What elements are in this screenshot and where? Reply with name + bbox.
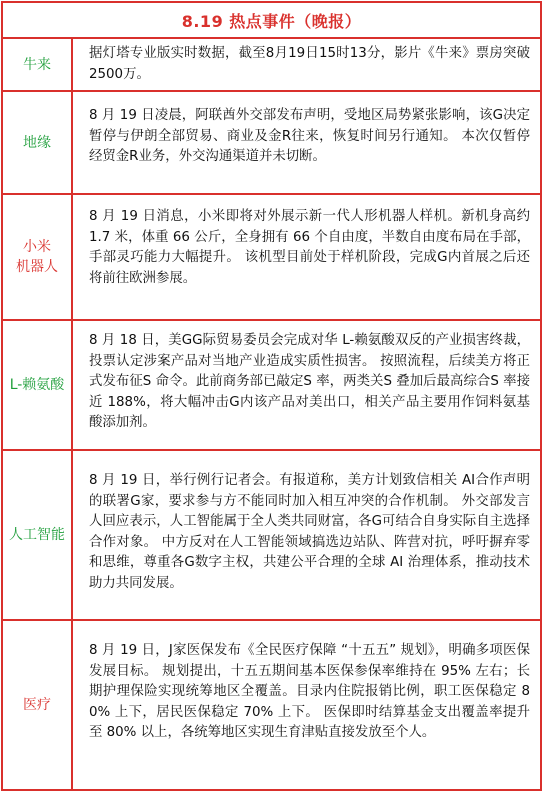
- event-row-xiaomi-robot: [3, 195, 540, 321]
- event-label-niulai: 牛来: [3, 39, 73, 90]
- event-label-ai: 人工智能: [3, 451, 73, 619]
- event-label-xiaomi-robot: 小米 机器人: [3, 195, 73, 319]
- event-row-medical: [3, 621, 540, 789]
- event-text-niulai: 据灯塔专业版实时数据，截至8月19日15时13分，影片《牛来》票房突破2500万。: [89, 46, 530, 82]
- event-row-ai: [3, 451, 540, 621]
- event-row-niulai: [3, 39, 540, 92]
- event-text-geopolitics: 8 月 19 日凌晨，阿联酋外交部发布声明，受地区局势紧张影响，该G决定暂停与伊朗全部贸易、商业及金R往来，恢复时间另行通知。 本次仅暂停经贸金R业务，外交沟通渠道并未切断。: [89, 108, 530, 164]
- event-text-lysine: 8 月 18 日，美GG际贸易委员会完成对华 L-赖氨酸双反的产业损害终裁，投票认定涉案产品对当地产业造成实质性损害。 按照流程，后续美方将正式发布征S 命令。此前商务部已敲定S 率，两类关S 叠加后最高综合S 率接近 188%，将大幅冲击G内该产品对美出口，相关产品主要用作饲料氨基酸添加剂。: [89, 333, 530, 430]
- event-label-geopolitics: 地缘: [3, 92, 73, 193]
- event-row-geopolitics: [3, 92, 540, 195]
- event-row-lysine: [3, 321, 540, 451]
- page-title: 8.19 热点事件（晚报）: [3, 3, 540, 39]
- event-text-ai: 8 月 19 日，举行例行记者会。有报道称，美方计划致信相关 AI合作声明的联署G家，要求参与方不能同时加入相互冲突的合作机制。 外交部发言人回应表示，人工智能属于全人类共同财富，各G可结合自身实际自主选择合作对象。 中方反对在人工智能领域搞选边站队、阵营对抗，呼吁摒弃零和思维，尊重各G数字主权，共建公平合理的全球 AI 治理体系，推动技术助力共同发展。: [89, 473, 530, 591]
- event-label-lysine: L-赖氨酸: [3, 321, 73, 449]
- hot-events-sheet: [1, 1, 542, 791]
- event-text-medical: 8 月 19 日，J家医保发布《全民医疗保障 “十五五” 规划》，明确多项医保发展目标。 规划提出，十五五期间基本医保参保率维持在 95% 左右；长期护理保险实现统筹地区全覆盖。目录内住院报销比例，职工医保稳定 80% 上下，居民医保稳定 70% 上下。 医保即时结算基金支出覆盖率提升至 80% 以上，各统筹地区实现生育津贴直接发放至个人。: [89, 643, 530, 740]
- event-label-medical: 医疗: [3, 621, 73, 789]
- event-text-xiaomi-robot: 8 月 19 日消息，小米即将对外展示新一代人形机器人样机。新机身高约 1.7 米，体重 66 公斤，全身拥有 66 个自由度，半数自由度布局在手部，手部灵巧能力大幅提升。 该机型目前处于样机阶段，完成G内首展之后还将前往欧洲参展。: [89, 209, 530, 286]
